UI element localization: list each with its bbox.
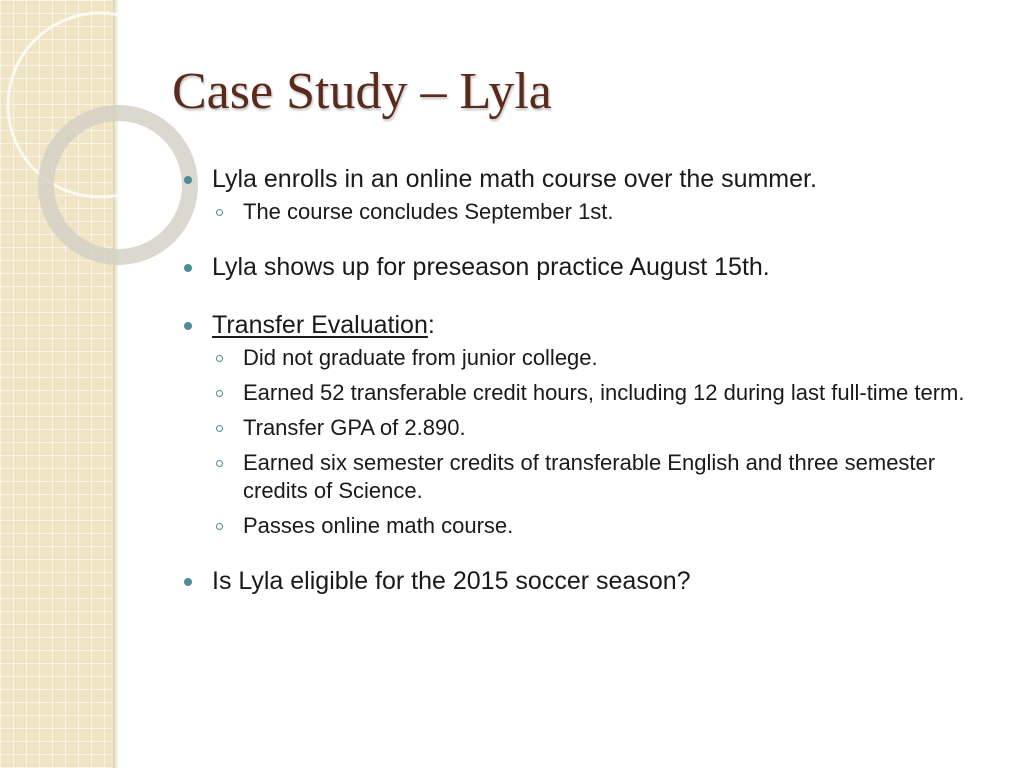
sub-bullet-text: Did not graduate from junior college.	[243, 345, 598, 370]
sub-bullet-item	[212, 512, 988, 540]
sub-bullet-text: The course concludes September 1st.	[243, 199, 614, 224]
sub-bullet-list	[212, 344, 988, 540]
sub-bullet-ring-icon	[216, 460, 223, 467]
bullet-item	[178, 162, 988, 226]
bullet-dot-icon	[184, 176, 192, 184]
sub-bullet-text: Earned 52 transferable credit hours, including 12 during last full-time term.	[243, 380, 965, 405]
sub-bullet-ring-icon	[216, 390, 223, 397]
bullet-text: Lyla enrolls in an online math course over the summer.	[212, 165, 817, 193]
sub-bullet-text: Earned six semester credits of transferable English and three semester credits of Science.	[243, 450, 936, 503]
sub-bullet-item	[212, 449, 988, 505]
sub-bullet-ring-icon	[216, 355, 223, 362]
bullet-dot-icon	[184, 578, 192, 586]
sub-bullet-item	[212, 344, 988, 372]
slide-title: Case Study – Lyla	[172, 63, 552, 120]
bullet-item	[178, 564, 988, 598]
sub-bullet-list	[212, 198, 988, 226]
bullet-dot-icon	[184, 322, 192, 330]
sub-bullet-text: Passes online math course.	[243, 513, 514, 538]
bullet-heading-underlined: Transfer Evaluation	[212, 311, 428, 339]
sub-bullet-ring-icon	[216, 523, 223, 530]
slide-content	[178, 162, 988, 598]
sub-bullet-item	[212, 414, 988, 442]
sub-bullet-text: Transfer GPA of 2.890.	[243, 415, 466, 440]
bullet-text: Lyla shows up for preseason practice August 15th.	[212, 253, 770, 281]
bullet-dot-icon	[184, 264, 192, 272]
decorative-rings-icon	[0, 0, 200, 300]
sub-bullet-item	[212, 379, 988, 407]
bullet-item	[178, 308, 988, 540]
bullet-text: Is Lyla eligible for the 2015 soccer season?	[212, 567, 691, 595]
bullet-item	[178, 250, 988, 284]
bullet-list	[178, 162, 988, 598]
sub-bullet-ring-icon	[216, 425, 223, 432]
sub-bullet-ring-icon	[216, 209, 223, 216]
bullet-heading-colon: :	[427, 311, 435, 339]
sub-bullet-item	[212, 198, 988, 226]
